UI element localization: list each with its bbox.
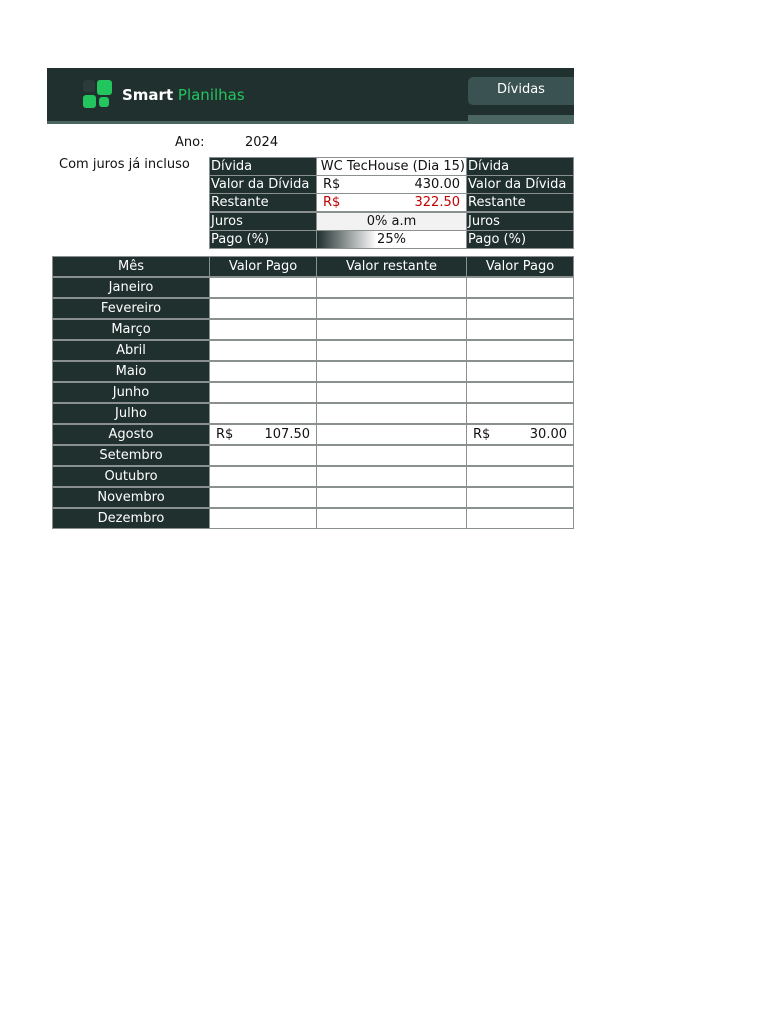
restante-label-2: Restante	[466, 193, 574, 212]
valor-divida-label-2: Valor da Dívida	[466, 175, 574, 194]
valor-pago-2-cell[interactable]	[466, 340, 574, 361]
restante-label: Restante	[209, 193, 317, 212]
tab-dividas[interactable]: Dívidas	[468, 77, 574, 105]
amount: 107.50	[264, 427, 310, 442]
valor-pago-1-cell[interactable]	[209, 361, 317, 382]
month-cell: Outubro	[52, 466, 210, 487]
valor-pago-2-cell[interactable]	[466, 361, 574, 382]
header-valor-restante: Valor restante	[316, 256, 467, 277]
valor-restante-cell[interactable]	[316, 361, 467, 382]
divida-value[interactable]	[316, 157, 467, 176]
table-row	[52, 277, 574, 298]
valor-pago-1-cell[interactable]	[209, 466, 317, 487]
month-cell: Agosto	[52, 424, 210, 445]
pago-label-2: Pago (%)	[466, 230, 574, 249]
header-valor-pago-2: Valor Pago	[466, 256, 574, 277]
header-mes: Mês	[52, 256, 210, 277]
month-cell: Janeiro	[52, 277, 210, 298]
pago-value: 25%	[377, 232, 406, 247]
valor-pago-1-cell[interactable]	[209, 277, 317, 298]
valor-pago-1-cell[interactable]	[209, 403, 317, 424]
valor-restante-cell[interactable]	[316, 466, 467, 487]
month-cell: Maio	[52, 361, 210, 382]
valor-restante-cell[interactable]	[316, 445, 467, 466]
valor-divida-currency: R$	[323, 177, 341, 192]
valor-restante-cell[interactable]	[316, 277, 467, 298]
tab-strip[interactable]	[468, 115, 574, 121]
valor-pago-2-cell[interactable]	[466, 277, 574, 298]
valor-pago-1-cell[interactable]	[209, 319, 317, 340]
month-cell: Março	[52, 319, 210, 340]
valor-pago-2-cell[interactable]	[466, 487, 574, 508]
month-cell: Dezembro	[52, 508, 210, 529]
valor-divida-value[interactable]	[316, 175, 467, 194]
table-row	[52, 340, 574, 361]
valor-pago-2-cell[interactable]	[466, 319, 574, 340]
valor-restante-cell[interactable]	[316, 487, 467, 508]
valor-pago-1-cell[interactable]	[209, 445, 317, 466]
year-label: Ano:	[175, 135, 205, 150]
month-cell: Julho	[52, 403, 210, 424]
juros-value[interactable]: 0% a.m	[316, 212, 467, 231]
pago-label: Pago (%)	[209, 230, 317, 249]
valor-pago-2-cell[interactable]	[466, 298, 574, 319]
valor-restante-cell[interactable]	[316, 298, 467, 319]
divida-label-2: Dívida	[466, 157, 574, 176]
valor-restante-cell[interactable]	[316, 340, 467, 361]
table-row	[52, 424, 574, 445]
valor-pago-1-cell[interactable]	[209, 424, 317, 445]
valor-pago-1-cell[interactable]	[209, 340, 317, 361]
month-cell: Fevereiro	[52, 298, 210, 319]
valor-pago-1-cell[interactable]	[209, 487, 317, 508]
divida-label: Dívida	[209, 157, 317, 176]
valor-divida-label: Valor da Dívida	[209, 175, 317, 194]
month-cell: Novembro	[52, 487, 210, 508]
brand-logo	[122, 86, 245, 104]
valor-pago-1-cell[interactable]	[209, 298, 317, 319]
juros-label-2: Juros	[466, 212, 574, 231]
restante-currency: R$	[323, 195, 341, 210]
currency-symbol: R$	[216, 427, 234, 442]
valor-restante-cell[interactable]	[316, 382, 467, 403]
table-row	[52, 361, 574, 382]
valor-pago-2-cell[interactable]	[466, 424, 574, 445]
brand-smart: Smart	[122, 86, 174, 104]
table-row	[52, 508, 574, 529]
amount: 30.00	[529, 427, 567, 442]
valor-pago-1-cell[interactable]	[209, 382, 317, 403]
table-row	[52, 382, 574, 403]
header-banner	[47, 68, 574, 124]
divida-value-text: WC TecHouse (Dia 15)	[320, 159, 465, 174]
valor-divida-amount: 430.00	[414, 177, 460, 192]
restante-value	[316, 193, 467, 212]
interest-note: Com juros já incluso	[59, 157, 190, 172]
valor-pago-1-cell[interactable]	[209, 508, 317, 529]
valor-pago-2-cell[interactable]	[466, 508, 574, 529]
currency-symbol: R$	[473, 427, 491, 442]
valor-pago-2-cell[interactable]	[466, 466, 574, 487]
restante-amount: 322.50	[414, 195, 460, 210]
table-row	[52, 466, 574, 487]
valor-restante-cell[interactable]	[316, 424, 467, 445]
juros-label: Juros	[209, 212, 317, 231]
logo-icon	[83, 80, 113, 110]
valor-restante-cell[interactable]	[316, 319, 467, 340]
table-row	[52, 403, 574, 424]
header-valor-pago-1: Valor Pago	[209, 256, 317, 277]
valor-pago-2-cell[interactable]	[466, 403, 574, 424]
table-header-row	[52, 256, 574, 277]
month-cell: Setembro	[52, 445, 210, 466]
month-cell: Abril	[52, 340, 210, 361]
valor-pago-2-cell[interactable]	[466, 382, 574, 403]
table-row	[52, 319, 574, 340]
year-value[interactable]: 2024	[245, 135, 279, 150]
valor-pago-2-cell[interactable]	[466, 445, 574, 466]
month-cell: Junho	[52, 382, 210, 403]
valor-restante-cell[interactable]	[316, 403, 467, 424]
table-row	[52, 445, 574, 466]
table-row	[52, 298, 574, 319]
pago-progress-bar	[316, 230, 467, 249]
valor-restante-cell[interactable]	[316, 508, 467, 529]
brand-planilhas: Planilhas	[177, 86, 245, 104]
table-row	[52, 487, 574, 508]
